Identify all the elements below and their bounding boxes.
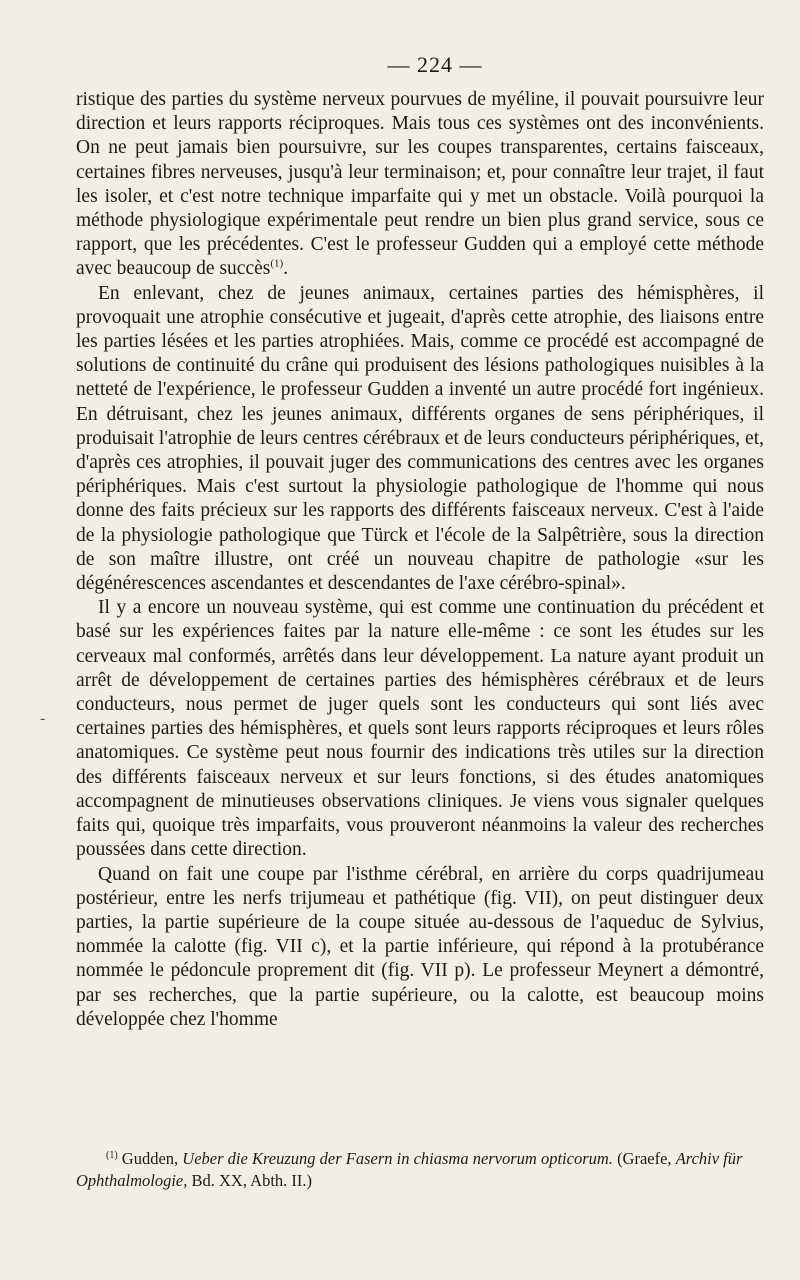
paragraph-1-text: ristique des parties du système nerveux pourvues de myéline, il pouvait poursuivre leur direction et leurs rapports réciproques. Mais tous ces systèmes ont des inconvénients. On ne peut jamais bien poursuivre, sur les coupes transparentes, certains faisceaux, certaines fibres nerveuses, jusqu'à leur terminaison; et, pour connaître leur trajet, il faut les isoler, et c'est notre technique imparfaite qui y met un obstacle. Voilà pourquoi la méthode physiologique expérimentale peut rendre un bien plus grand service, sous ce rapport, que les précédentes. C'est le professeur Gudden qui a employé cette méthode avec beaucoup de succès <box>76 89 764 280</box>
footnote-author: Gudden, <box>121 1149 179 1168</box>
footnote-ref-close: Bd. XX, Abth. II.) <box>191 1171 313 1190</box>
footnote-reference[interactable]: (1) <box>270 257 284 270</box>
footnote-mark: (1) <box>106 1149 118 1161</box>
body-text <box>76 88 764 1032</box>
paragraph-2: En enlevant, chez de jeunes animaux, certaines parties des hémisphères, il provoquait une atrophie consécutive et jugeait, d'après cette atrophie, des liaisons entre les parties lésées et les parties atrophiées. Mais, comme ce procédé est accompagné de solutions de continuité du crâne qui produisent des lésions pathologiques nuisibles à la netteté de l'expérience, le professeur Gudden a inventé un autre procédé fort ingénieux. En détruisant, chez les jeunes animaux, différents organes de sens périphériques, il produisait l'atrophie de leurs centres cérébraux et de leurs conducteurs périphériques, et, d'après ces atrophies, il pouvait juger des communications des centres avec les organes périphériques. Mais c'est surtout la physiologie pathologique de l'homme qui nous donne des faits précieux sur les rapports des différents faisceaux nerveux. C'est à l'aide de la physiologie pathologique que Türck et l'école de la Salpêtrière, sous la direction de son maître illustre, ont créé un nouveau chapitre de pathologie «sur les dégénérescences ascendantes et descendantes de l'axe cérébro-spinal». <box>76 282 764 595</box>
paragraph-3: Il y a encore un nouveau système, qui est comme une continuation du précédent et basé sur les expériences faites par la nature elle-même : ce sont les études sur les cerveaux mal conformés, arrêtés dans leur développement. La nature ayant produit un arrêt de développement de certaines parties des hémisphères cérébraux et de leurs conducteurs, nous permet de juger quels sont les conducteurs qui sont liés avec certaines parties des hémisphères, et quels sont leurs rapports réciproques et leurs rôles anatomiques. Ce système peut nous fournir des indications très utiles sur la direction des différents faisceaux nerveux et sur leurs fonctions, si des études anatomiques accompagnent de minutieuses observations cliniques. Je viens vous signaler quelques faits qui, quoique très imparfaits, vous prouveront néanmoins la valeur des recherches poussées dans cette direction. <box>76 597 764 861</box>
page-number: — 224 — <box>387 52 483 77</box>
footnote <box>76 1148 764 1192</box>
footnote-title: Ueber die Kreuzung der Fasern in chiasma nervorum opticorum. <box>182 1149 613 1168</box>
margin-mark: - <box>40 710 46 727</box>
footnote-ref-open: (Graefe, <box>617 1149 672 1168</box>
paragraph-4: Quand on fait une coupe par l'isthme cérébral, en arrière du corps quadrijumeau postérieur, entre les nerfs trijumeau et pathétique (fig. VII), on peut distinguer deux parties, la partie supérieure de la coupe située au-dessous de l'aqueduc de Sylvius, nommée la calotte (fig. VII c), et la partie inférieure, qui répond à la protubérance nommée le pédoncule proprement dit (fig. VII p). Le professeur Meynert a démontré, par ses recherches, que la partie supérieure, ou la calotte, est beaucoup moins développée chez l'homme <box>76 863 764 1030</box>
footnote-journal: Archiv für Ophthalmologie, <box>76 1149 743 1190</box>
paragraph-1-tail: . <box>283 258 289 280</box>
paragraph-1 <box>76 88 764 282</box>
